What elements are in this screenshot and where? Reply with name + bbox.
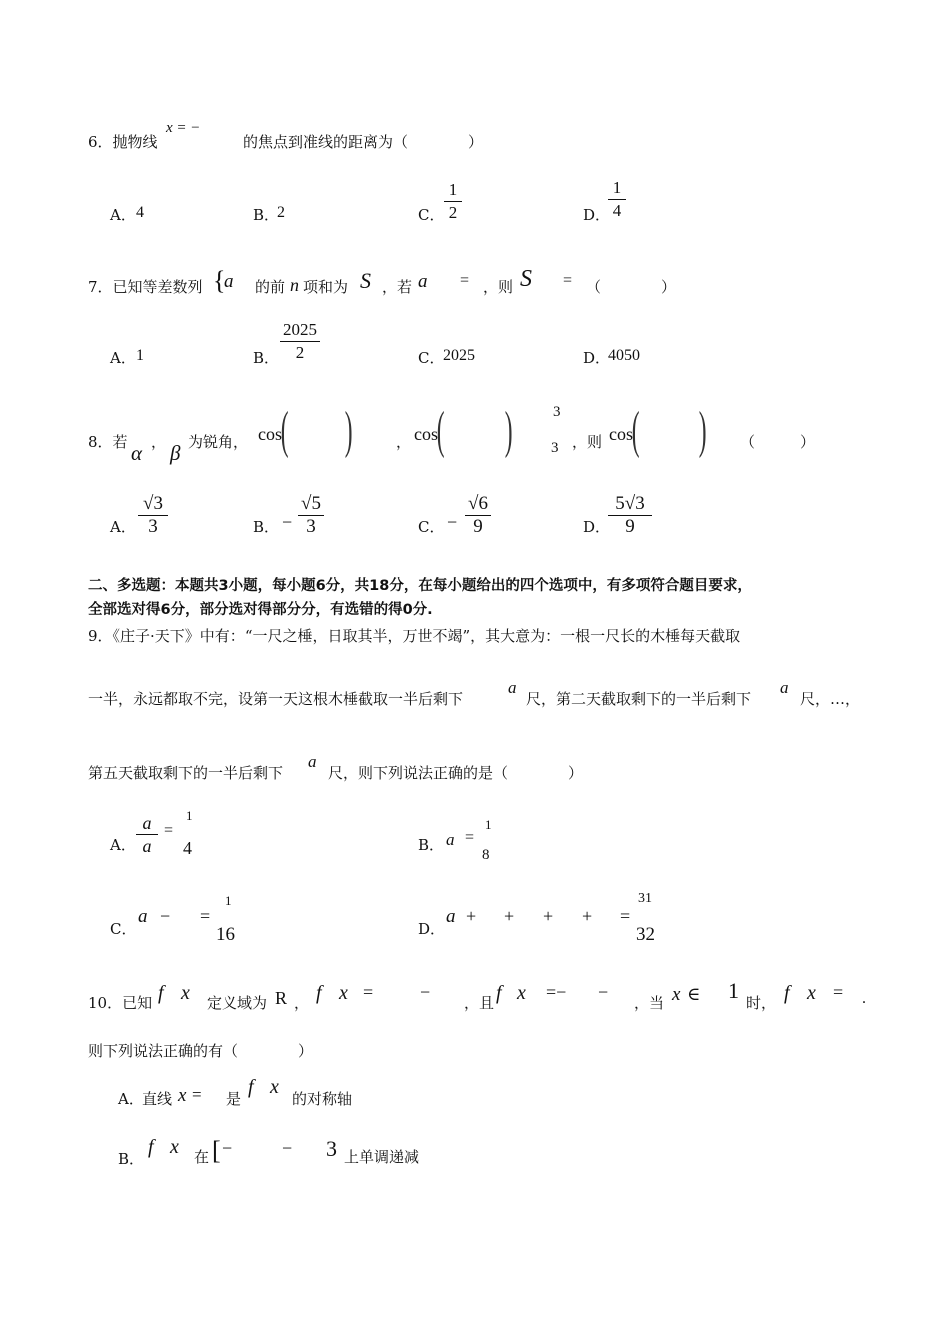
- q10-f-4: f: [784, 982, 790, 1004]
- q7-equals-2: =: [563, 272, 573, 289]
- q9-option-a-rhs-numerator: 1: [186, 808, 193, 823]
- q10-option-a-text-1: 直线: [142, 1090, 173, 1108]
- q9-var-a5: a: [308, 752, 317, 771]
- q6-stem-prefix: 6．抛物线: [88, 133, 158, 151]
- q7-option-c-label: C．: [418, 349, 445, 367]
- q10-comma-1: ，: [294, 994, 310, 1012]
- q9-option-d-equals: =: [620, 906, 631, 926]
- q7-stem-prefix: 7．已知等差数列: [88, 278, 203, 296]
- q7-text-4: ，则: [483, 278, 514, 296]
- q10-line-2: 则下列说法正确的有（ ）: [88, 1042, 314, 1060]
- q8-cos-2: cos: [414, 424, 438, 444]
- q9-line-3-part-a: 第五天截取剩下的一半后剩下: [88, 764, 284, 782]
- q7-sum-var: S: [360, 268, 371, 293]
- q8-right-paren-1-icon: ): [344, 402, 353, 459]
- q9-option-c-rhs-numerator: 1: [225, 893, 232, 908]
- q8-fraction-denominator: 3: [551, 440, 559, 456]
- q7-equals-1: =: [460, 272, 470, 289]
- q10-x-4: x: [672, 984, 681, 1005]
- q9-line-3-part-b: 尺，则下列说法正确的是（ ）: [328, 764, 584, 782]
- q10-equals-1: =: [363, 982, 374, 1002]
- q10-option-a-text-2: 是: [226, 1090, 242, 1108]
- q8-left-paren-2-icon: (: [436, 402, 445, 459]
- q9-option-a-lhs-denominator: a: [142, 836, 152, 856]
- q8-cos-1: cos: [258, 424, 282, 444]
- q6-option-d-label: D．: [583, 206, 611, 224]
- q9-option-b-lhs: a: [446, 830, 455, 849]
- q7-text-3: ，若: [382, 278, 413, 296]
- q8-option-a-numerator: √3: [143, 493, 163, 514]
- q8-beta: β: [170, 441, 181, 465]
- q10-option-a-label: A．: [118, 1090, 144, 1108]
- q7-a-term: a: [418, 271, 428, 292]
- q10-x-5: x: [807, 982, 816, 1004]
- q10-option-b-text-2: 上单调递减: [344, 1148, 420, 1166]
- q10-shi: 时，: [746, 994, 777, 1012]
- q7-option-d-label: D．: [583, 349, 611, 367]
- q7-sum-var-2: S: [520, 266, 532, 292]
- q8-option-a-fraction: [138, 494, 168, 537]
- q7-option-b-label: B．: [253, 349, 280, 367]
- q9-option-d-rhs-numerator: 31: [638, 891, 652, 906]
- q8-option-c-sign: −: [447, 512, 458, 532]
- q9-option-c-label: C．: [110, 920, 137, 938]
- q9-option-b-rhs-numerator: 1: [485, 817, 492, 832]
- q7-brace-icon: {: [213, 266, 226, 295]
- q10-option-a-text-3: 的对称轴: [292, 1090, 353, 1108]
- q7-sequence-var: a: [224, 271, 234, 292]
- q10-f-3: f: [496, 982, 502, 1004]
- q6-option-d-fraction: [608, 178, 626, 221]
- q10-option-b-three: 3: [326, 1136, 337, 1161]
- q8-option-a-denominator: 3: [148, 516, 158, 537]
- q8-option-d-numerator: 5√3: [615, 493, 645, 514]
- q6-expression: x = −: [166, 120, 201, 136]
- q8-option-a-label: A．: [110, 518, 136, 536]
- q10-option-b-text-1: 在: [194, 1148, 210, 1166]
- q10-option-b-label: B．: [118, 1150, 145, 1168]
- q8-text-mid: 为锐角，: [188, 433, 249, 451]
- q9-option-b-equals: =: [465, 829, 475, 846]
- q8-option-b-sign: −: [282, 512, 293, 532]
- q10-option-a-f: f: [248, 1076, 254, 1098]
- q8-option-d-denominator: 9: [625, 516, 635, 537]
- q9-option-c-term-1: a: [138, 906, 148, 927]
- q10-one: 1: [728, 978, 739, 1003]
- q8-option-d-label: D．: [583, 518, 611, 536]
- q9-option-c-rhs-denominator: 16: [216, 924, 235, 945]
- q9-option-d-plus-3: +: [543, 906, 554, 926]
- q8-option-b-denominator: 3: [306, 516, 316, 537]
- q8-suffix: （ ）: [740, 433, 816, 451]
- q10-minus-2: −: [598, 982, 609, 1002]
- q8-option-c-numerator: √6: [468, 493, 488, 514]
- q9-option-b-label: B．: [418, 836, 445, 854]
- q10-option-a-equals: =: [192, 1085, 202, 1104]
- q10-option-b-bracket: [: [212, 1136, 221, 1165]
- q10-option-a-x: x: [178, 1085, 187, 1106]
- q10-f-1: f: [158, 982, 164, 1004]
- q10-period: .: [862, 990, 866, 1007]
- q9-option-d-plus-4: +: [582, 906, 593, 926]
- q9-line-2-part-c: 尺，…，: [800, 690, 861, 708]
- q9-option-d-plus-2: +: [504, 906, 515, 926]
- q6-option-a-value: 4: [136, 204, 144, 221]
- q9-option-d-label: D．: [418, 920, 446, 938]
- q9-option-b-rhs-denominator: 8: [482, 847, 490, 863]
- q10-option-b-minus-1: −: [222, 1138, 233, 1158]
- q10-option-b-x: x: [170, 1136, 179, 1158]
- q8-option-c-denominator: 9: [473, 516, 483, 537]
- q7-option-b-fraction: [280, 320, 320, 363]
- q6-option-c-label: C．: [418, 206, 445, 224]
- q9-option-a-label: A．: [110, 836, 136, 854]
- q9-var-a2: a: [780, 678, 789, 697]
- q8-fraction-numerator: 3: [553, 404, 561, 420]
- q6-option-b-label: B．: [253, 206, 280, 224]
- q9-option-c-minus: −: [160, 906, 171, 926]
- q8-option-b-label: B．: [253, 518, 280, 536]
- q8-cos-3: cos: [609, 424, 633, 444]
- q6-option-d-numerator: 1: [612, 178, 622, 197]
- q9-option-a-rhs-denominator: 4: [183, 838, 192, 858]
- q6-option-a-label: A．: [110, 206, 136, 224]
- q9-option-d-rhs-denominator: 32: [636, 924, 655, 945]
- q10-and: ，且: [464, 994, 495, 1012]
- q10-option-a-fx: x: [270, 1076, 279, 1098]
- q7-option-a-label: A．: [110, 349, 136, 367]
- q8-comma: ，: [151, 433, 167, 451]
- q7-option-a-value: 1: [136, 347, 144, 364]
- q10-when: ，当: [634, 994, 665, 1012]
- q10-x-1: x: [181, 982, 190, 1004]
- q6-option-c-denominator: 2: [448, 203, 458, 222]
- q8-right-paren-3-icon: ): [698, 402, 707, 459]
- q7-option-b-denominator: 2: [295, 343, 305, 362]
- q9-option-a-lhs-numerator: a: [142, 813, 152, 833]
- q6-option-b-value: 2: [277, 204, 285, 221]
- q10-x-2: x: [339, 982, 348, 1004]
- q8-option-c-label: C．: [418, 518, 445, 536]
- q9-option-d-term-1: a: [446, 906, 456, 927]
- q7-suffix: （ ）: [586, 278, 677, 296]
- q8-prefix: 8．若: [88, 433, 128, 451]
- section-2-line-1: 二、多选题：本题共3小题，每小题6分，共18分，在每小题给出的四个选项中，有多项符合题目要求，: [88, 578, 752, 594]
- q10-x-3: x: [517, 982, 526, 1004]
- q6-stem-suffix: 的焦点到准线的距离为（ ）: [243, 133, 484, 151]
- q9-var-a1: a: [508, 678, 517, 697]
- q9-line-1: 9．《庄子·天下》中有：“一尺之棰，日取其半，万世不竭”，其大意为：一根一尺长的木棰每天截取: [88, 627, 741, 645]
- q7-option-d-value: 4050: [608, 347, 640, 364]
- q9-option-c-equals: =: [200, 906, 211, 926]
- q6-option-d-denominator: 4: [612, 201, 622, 220]
- q8-right-paren-2-icon: ): [504, 402, 513, 459]
- q6-option-c-fraction: [444, 180, 462, 223]
- q8-left-paren-3-icon: (: [631, 402, 640, 459]
- q8-option-b-numerator: √5: [301, 493, 321, 514]
- q8-alpha: α: [131, 441, 143, 465]
- q7-text-2: 项和为: [303, 278, 349, 296]
- q10-equals-minus: =−: [546, 982, 567, 1002]
- q8-option-d-fraction: [608, 494, 652, 537]
- q10-text-domain: 定义域为: [207, 994, 268, 1012]
- q7-n: n: [290, 275, 299, 295]
- q9-option-d-plus-1: +: [466, 906, 477, 926]
- q10-element-of: ∈: [687, 984, 701, 1004]
- q7-text-1: 的前: [255, 278, 286, 296]
- q7-option-c-value: 2025: [443, 347, 475, 364]
- q10-option-b-f: f: [148, 1136, 154, 1158]
- q8-left-paren-1-icon: (: [280, 402, 289, 459]
- q8-comma-2: ，: [396, 433, 412, 451]
- q8-option-b-fraction: [298, 494, 324, 537]
- q8-option-c-fraction: [465, 494, 491, 537]
- q9-option-a-lhs-fraction: [136, 813, 158, 856]
- q9-option-a-equals: =: [164, 822, 174, 839]
- q9-line-2-part-a: 一半，永远都取不完，设第一天这根木棰截取一半后剩下: [88, 690, 464, 708]
- q10-option-b-minus-2: −: [282, 1138, 293, 1158]
- q10-R: R: [275, 988, 288, 1008]
- q10-f-2: f: [316, 982, 322, 1004]
- q6-option-c-numerator: 1: [448, 180, 458, 199]
- q9-line-2-part-b: 尺，第二天截取剩下的一半后剩下: [526, 690, 752, 708]
- q10-minus-1: −: [420, 982, 431, 1002]
- q10-prefix: 10．已知: [88, 994, 153, 1012]
- q7-option-b-numerator: 2025: [283, 320, 317, 339]
- q10-equals-2: =: [833, 982, 844, 1002]
- section-2-line-2: 全部选对得6分，部分选对得部分分，有选错的得0分.: [88, 602, 433, 618]
- q8-then: ，则: [572, 433, 603, 451]
